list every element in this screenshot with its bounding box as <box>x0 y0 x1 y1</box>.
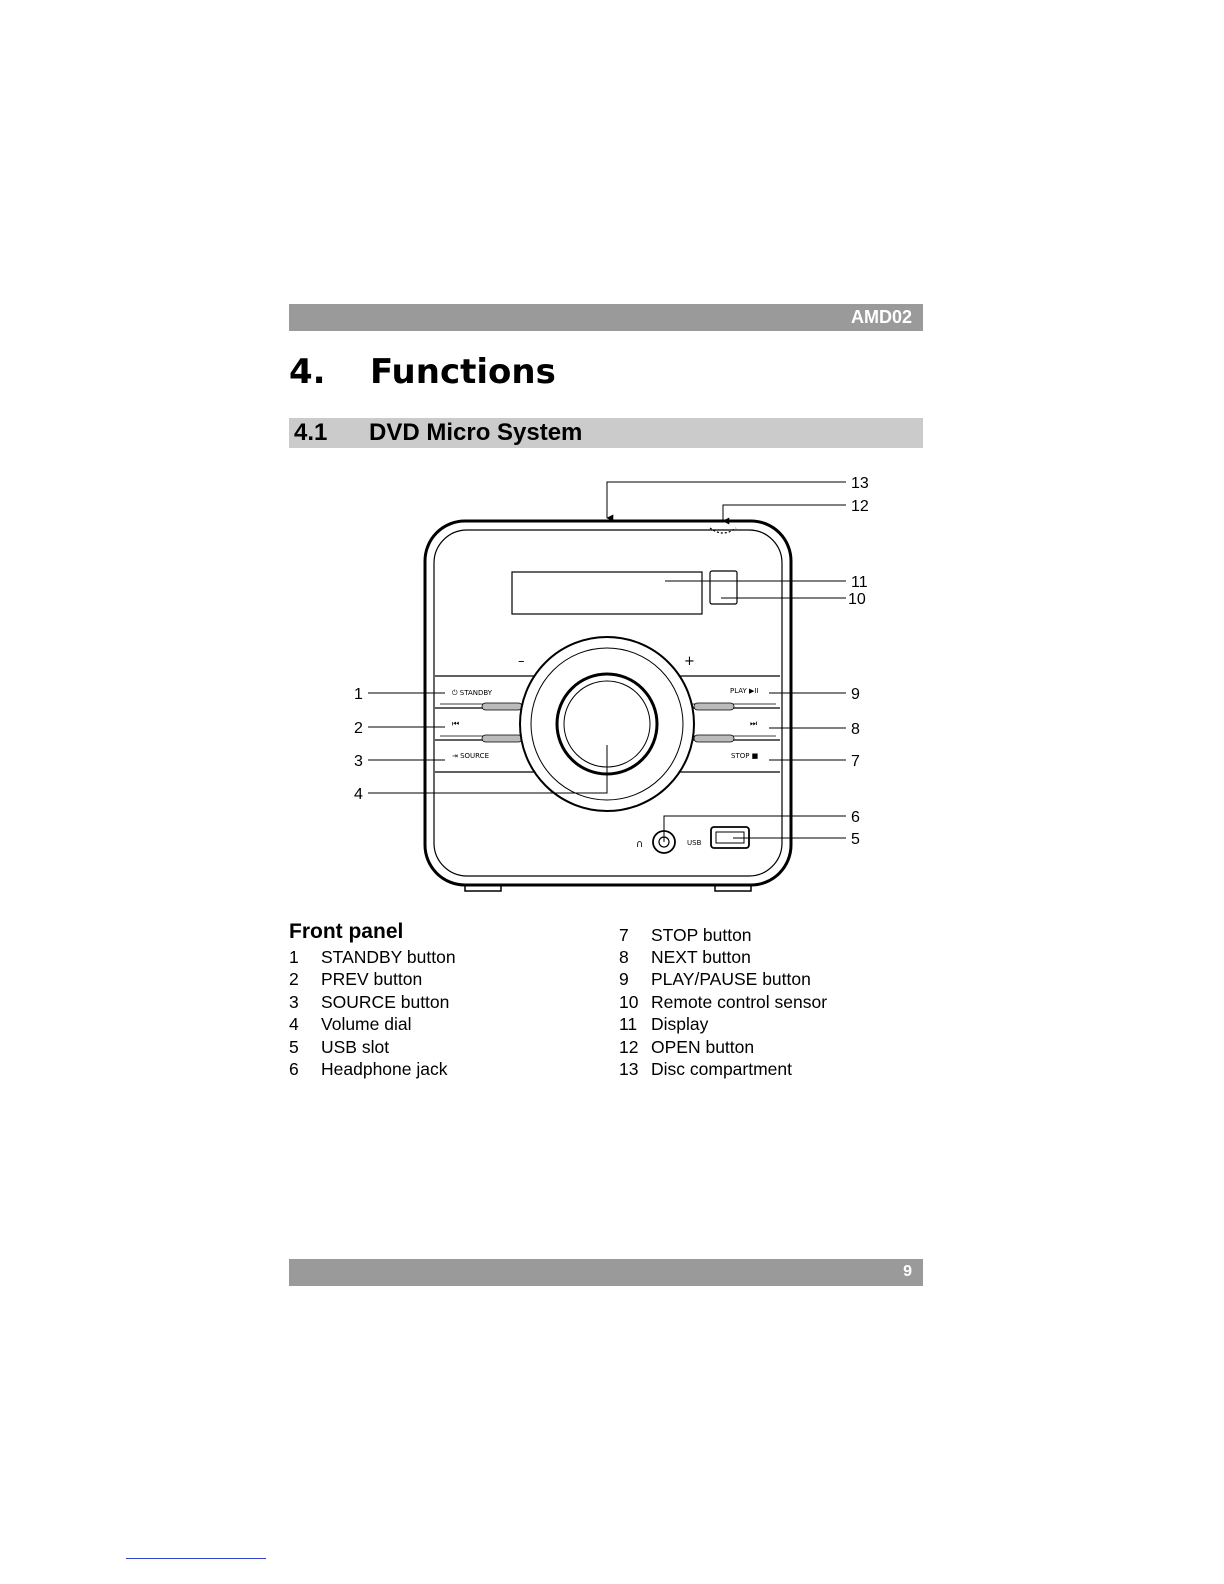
section-title: DVD Micro System <box>369 419 583 446</box>
next-label: ⏭ <box>750 719 758 728</box>
chapter-title: Functions <box>370 352 556 392</box>
legend-item-number: 5 <box>289 1036 299 1057</box>
legend-item-text: Volume dial <box>321 1014 412 1035</box>
legend-item-number: 3 <box>289 991 299 1012</box>
model-name: AMD02 <box>850 307 912 327</box>
page-number: 9 <box>903 1263 912 1280</box>
remote-sensor-window <box>710 571 737 604</box>
legend-item-text: Display <box>651 1014 709 1035</box>
legend-item-number: 8 <box>619 946 629 967</box>
callout-6: 6 <box>851 809 860 826</box>
legend-item-text: Disc compartment <box>651 1058 793 1079</box>
legend-item-text: Remote control sensor <box>651 991 828 1012</box>
callout-9: 9 <box>851 686 860 703</box>
legend-title: Front panel <box>289 920 404 943</box>
legend-item-number: 9 <box>619 969 629 990</box>
legend-item-number: 12 <box>619 1036 639 1057</box>
callout-8: 8 <box>851 721 860 738</box>
legend-item-number: 4 <box>289 1014 299 1035</box>
legend-item-text: STANDBY button <box>321 947 456 967</box>
callout-12: 12 <box>851 498 869 515</box>
callout-5: 5 <box>851 831 860 848</box>
divider <box>126 1558 266 1559</box>
headphone-icon: ∩ <box>636 839 644 850</box>
callout-2: 2 <box>354 720 363 737</box>
legend-item-number: 2 <box>289 969 299 990</box>
volume-plus-label: + <box>684 654 695 669</box>
legend-item-text: OPEN button <box>651 1036 755 1057</box>
callout-7: 7 <box>851 753 860 770</box>
prev-label: ⏮ <box>452 719 460 728</box>
chapter-number: 4. <box>289 352 326 392</box>
legend-item-number: 10 <box>619 991 639 1012</box>
legend-item-number: 1 <box>289 947 299 967</box>
section-number: 4.1 <box>294 419 328 446</box>
standby-label: ⏻ STANDBY <box>452 689 493 697</box>
stop-label: STOP ■ <box>731 752 759 760</box>
legend-item-number: 7 <box>619 924 629 945</box>
callout-10: 10 <box>848 591 866 608</box>
legend-item-text: PLAY/PAUSE button <box>651 969 811 990</box>
legend-item-text: USB slot <box>321 1036 390 1057</box>
footer-bar <box>289 1259 923 1286</box>
legend-item-number: 11 <box>619 1014 638 1035</box>
callout-13: 13 <box>851 475 869 492</box>
callout-11: 11 <box>851 574 868 591</box>
legend-item-number: 13 <box>619 1058 639 1079</box>
volume-minus-label: – <box>518 654 525 669</box>
play-label: PLAY ▶II <box>730 687 759 695</box>
legend-item-text: STOP button <box>651 924 752 945</box>
usb-label: USB <box>687 839 702 847</box>
legend-item-text: Headphone jack <box>321 1059 448 1079</box>
callout-3: 3 <box>354 753 363 770</box>
source-label: ⇥ SOURCE <box>452 752 489 760</box>
legend-item-number: 6 <box>289 1059 299 1079</box>
legend-item-text: SOURCE button <box>321 991 450 1012</box>
callout-1: 1 <box>354 686 363 703</box>
callout-4: 4 <box>354 786 363 803</box>
display-window <box>512 572 702 614</box>
legend-item-text: NEXT button <box>651 946 751 967</box>
legend-item-text: PREV button <box>321 969 423 990</box>
